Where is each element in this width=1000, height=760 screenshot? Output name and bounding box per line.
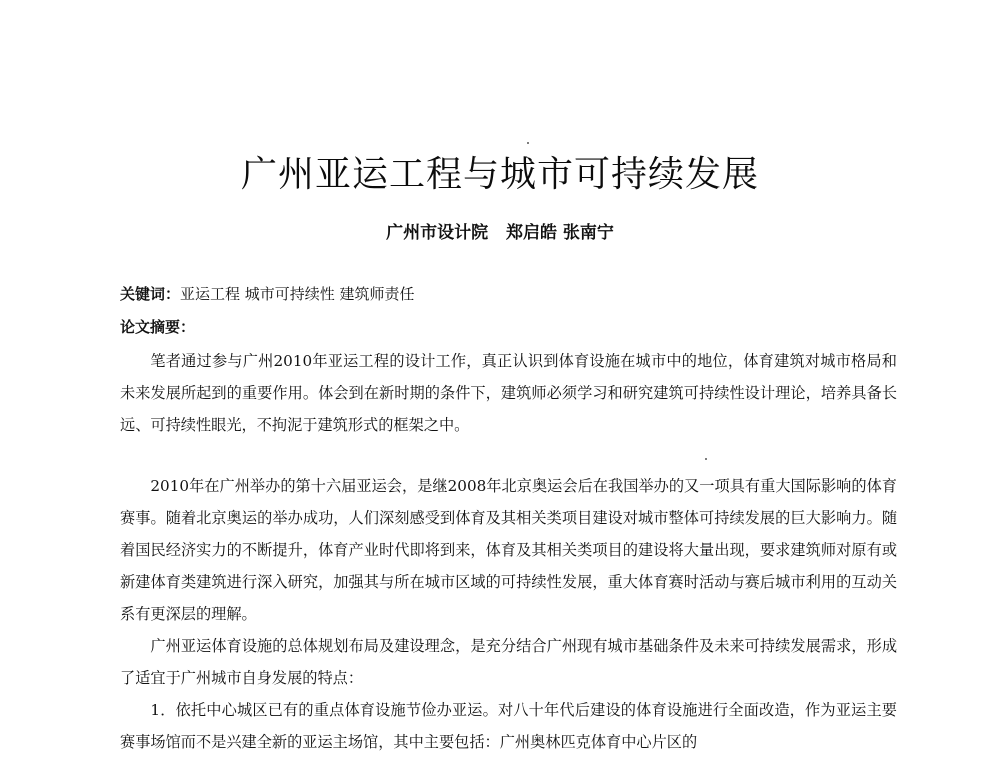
keywords-label: 关键词： (120, 285, 181, 303)
keywords-line (120, 283, 415, 304)
author-line (0, 218, 1000, 243)
abstract-label: 论文摘要： (120, 318, 196, 336)
scan-speck (527, 142, 529, 144)
scan-speck (705, 458, 707, 460)
body-paragraph-2: 广州亚运体育设施的总体规划布局及建设理念，是充分结合广州现有城市基础条件及未来可持续发展需求，形成了适宜于广州城市自身发展的特点： (120, 637, 897, 687)
keywords-text: 亚运工程 城市可持续性 建筑师责任 (180, 285, 415, 303)
author-names: 郑启皓 张南宁 (506, 223, 614, 243)
author-institution: 广州市设计院 (386, 223, 489, 243)
body-paragraph-3: 1．依托中心城区已有的重点体育设施节俭办亚运。对八十年代后建设的体育设施进行全面改造，作为亚运主要赛事场馆而不是兴建全新的亚运主场馆，其中主要包括：广州奥林匹克体育中心片区的 (120, 701, 897, 751)
abstract-paragraph: 笔者通过参与广州2010年亚运工程的设计工作，真正认识到体育设施在城市中的地位，体育建筑对城市格局和未来发展所起到的重要作用。体会到在新时期的条件下，建筑师必须学习和研究建筑可持续性设计理论，培养具备长远、可持续性眼光，不拘泥于建筑形式的框架之中。 (120, 352, 897, 434)
body-paragraph-1: 2010年在广州举办的第十六届亚运会，是继2008年北京奥运会后在我国举办的又一项具有重大国际影响的体育赛事。随着北京奥运的举办成功，人们深刻感受到体育及其相关类项目建设对城市整体可持续发展的巨大影响力。随着国民经济实力的不断提升，体育产业时代即将到来，体育及其相关类项目的建设将大量出现，要求建筑师对原有或新建体育类建筑进行深入研究，加强其与所在城市区域的可持续性发展，重大体育赛时活动与赛后城市利用的互动关系有更深层的理解。 (120, 477, 897, 623)
paper-title: 广州亚运工程与城市可持续发展 (240, 154, 759, 195)
